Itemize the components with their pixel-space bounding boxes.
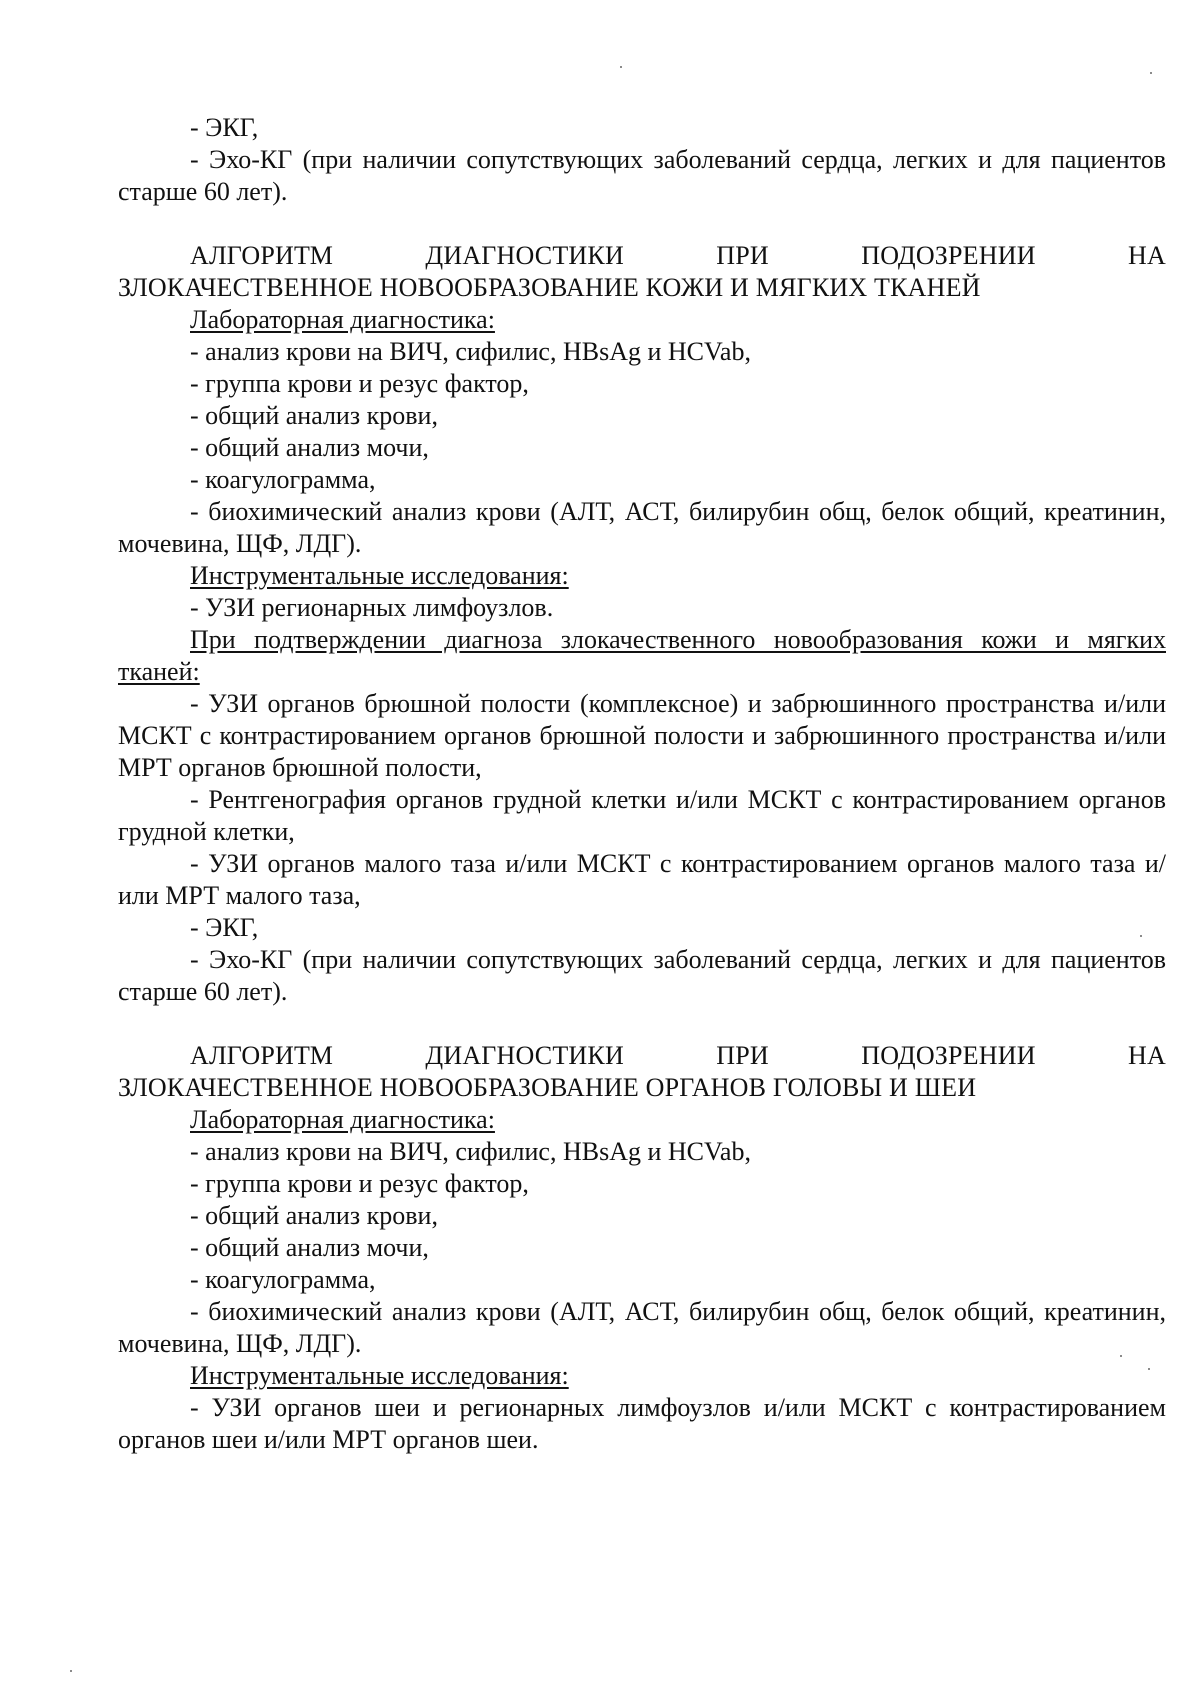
section2-lab-item: - общий анализ мочи, — [190, 1233, 429, 1262]
section1-heading-line1: АЛГОРИТМ ДИАГНОСТИКИ ПРИ ПОДОЗРЕНИИ НА — [190, 241, 1166, 270]
section2-lab-item: - биохимический анализ крови (АЛТ, АСТ, билирубин общ, белок общий, креатинин, мочевина, ЩФ, ЛДГ). — [118, 1297, 1166, 1358]
section1-lab-title — [118, 304, 1166, 336]
document-page — [118, 112, 1166, 1456]
section-gap — [118, 208, 1166, 240]
section-gap — [118, 1008, 1166, 1040]
section1-lab-item: - биохимический анализ крови (АЛТ, АСТ, билирубин общ, белок общий, креатинин, мочевина, ЩФ, ЛДГ). — [118, 497, 1166, 558]
section2-heading-line1: АЛГОРИТМ ДИАГНОСТИКИ ПРИ ПОДОЗРЕНИИ НА — [190, 1041, 1166, 1070]
section1-lab-title-text: Лабораторная диагностика: — [190, 305, 495, 334]
top-ekg-line: - ЭКГ, — [190, 113, 259, 142]
section1-heading-line2: ЗЛОКАЧЕСТВЕННОЕ НОВООБРАЗОВАНИЕ КОЖИ И МЯГКИХ ТКАНЕЙ — [118, 273, 981, 302]
section1-lab-item: - общий анализ крови, — [190, 401, 438, 430]
top-echo-line: - Эхо-КГ (при наличии сопутствующих заболеваний сердца, легких и для пациентов старше 60 лет). — [118, 145, 1166, 206]
section2-lab-item: - анализ крови на ВИЧ, сифилис, HBsAg и HCVab, — [190, 1137, 751, 1166]
section2-lab-item: - общий анализ крови, — [190, 1201, 438, 1230]
scan-speck — [1120, 1355, 1122, 1357]
section1-confirm-item: - Рентгенография органов грудной клетки и/или МСКТ с контрастированием органов грудной клетки, — [118, 785, 1166, 846]
section1-lab-item: - коагулограмма, — [190, 465, 376, 494]
section1-confirm-item: - УЗИ органов малого таза и/или МСКТ с контрастированием органов малого таза и/или МРТ малого таза, — [118, 849, 1166, 910]
section1-confirm-item: - ЭКГ, — [190, 913, 259, 942]
section1-confirm-item: - Эхо-КГ (при наличии сопутствующих заболеваний сердца, легких и для пациентов старше 60 лет). — [118, 945, 1166, 1006]
section1-instr-title — [118, 560, 1166, 592]
scan-speck — [70, 1670, 72, 1672]
section2-lab-item: - группа крови и резус фактор, — [190, 1169, 529, 1198]
scan-speck — [620, 66, 622, 68]
section1-lab-item: - общий анализ мочи, — [190, 433, 429, 462]
section1-instr-title-text: Инструментальные исследования: — [190, 561, 569, 590]
section1-confirm-item: - УЗИ органов брюшной полости (комплексное) и забрюшинного пространства и/или МСКТ с контрастированием органов брюшной полости и забрюшинного пространства и/или МРТ органов брюшной полости, — [118, 689, 1166, 782]
scan-speck — [1140, 935, 1142, 937]
section2-instr-title — [118, 1360, 1166, 1392]
section2-lab-title — [118, 1104, 1166, 1136]
section1-lab-item: - группа крови и резус фактор, — [190, 369, 529, 398]
section1-confirm-title: При подтверждении диагноза злокачественного новообразования кожи и мягких тканей: — [118, 625, 1166, 686]
section2-lab-title-text: Лабораторная диагностика: — [190, 1105, 495, 1134]
section1-lab-item: - анализ крови на ВИЧ, сифилис, HBsAg и HCVab, — [190, 337, 751, 366]
section2-instr-item: - УЗИ органов шеи и регионарных лимфоузлов и/или МСКТ с контрастированием органов шеи и/или МРТ органов шеи. — [118, 1393, 1166, 1454]
scan-speck — [1148, 1368, 1150, 1370]
section2-instr-title-text: Инструментальные исследования: — [190, 1361, 569, 1390]
section2-lab-item: - коагулограмма, — [190, 1265, 376, 1294]
section1-instr-item: - УЗИ регионарных лимфоузлов. — [190, 593, 554, 622]
section2-heading-line2: ЗЛОКАЧЕСТВЕННОЕ НОВООБРАЗОВАНИЕ ОРГАНОВ ГОЛОВЫ И ШЕИ — [118, 1073, 977, 1102]
scan-speck — [1150, 72, 1152, 74]
